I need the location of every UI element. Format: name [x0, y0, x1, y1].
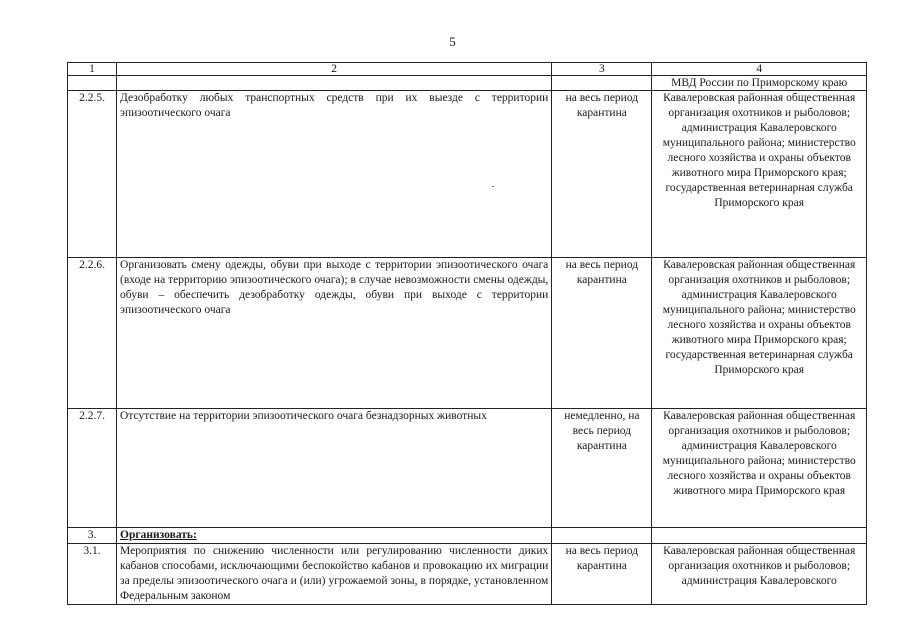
table-row	[68, 91, 867, 258]
column-number-4: 4	[652, 63, 867, 76]
scan-speck	[492, 186, 494, 187]
continued-row	[68, 76, 867, 91]
item-number: 2.2.6.	[68, 258, 117, 409]
column-number-3: 3	[552, 63, 652, 76]
table-row	[68, 544, 867, 605]
section-number: 3.	[68, 528, 117, 544]
action-cell: Мероприятия по снижению численности или регулированию численности диких кабанов способами, исключающими беспокойство кабанов и провокацию их миграции за пределы эпизоотического очага и (или) угрожаемой зоны, в порядке, установленном Федеральным законом	[117, 544, 552, 605]
item-number: 3.1.	[68, 544, 117, 605]
table-row	[68, 409, 867, 528]
column-number-1: 1	[68, 63, 117, 76]
item-number: 2.2.5.	[68, 91, 117, 258]
section-row	[68, 528, 867, 544]
action-cell: Дезобработку любых транспортных средств при их выезде с территории эпизоотического очага	[117, 91, 552, 258]
responsible-cell: Кавалеровская районная общественная организация охотников и рыболовов; администрация Кавалеровского муниципального района; министерство лесного хозяйства и охраны объектов животного мира Приморского края	[652, 409, 867, 528]
term-cell: на весь период карантина	[552, 544, 652, 605]
responsible-cell: Кавалеровская районная общественная организация охотников и рыболовов; администрация Кавалеровского муниципального района; министерство лесного хозяйства и охраны объектов животного мира Приморского края; государственная ветеринарная служба Приморского края	[652, 258, 867, 409]
measures-table	[67, 62, 867, 605]
section-title: Организовать:	[120, 529, 197, 541]
term-cell: на весь период карантина	[552, 258, 652, 409]
term-cell: на весь период карантина	[552, 91, 652, 258]
responsible-cell: Кавалеровская районная общественная организация охотников и рыболовов; администрация Кавалеровского муниципального района; министерство лесного хозяйства и охраны объектов животного мира Приморского края; государственная ветеринарная служба Приморского края	[652, 91, 867, 258]
page-number: 5	[449, 34, 456, 49]
responsible-cell: Кавалеровская районная общественная организация охотников и рыболовов; администрация Кавалеровского	[652, 544, 867, 605]
action-cell: Отсутствие на территории эпизоотического очага безнадзорных животных	[117, 409, 552, 528]
column-number-row	[68, 63, 867, 76]
responsible-cell: МВД России по Приморскому краю	[652, 76, 867, 91]
term-cell: немедленно, на весь период карантина	[552, 409, 652, 528]
action-cell: Организовать смену одежды, обуви при выходе с территории эпизоотического очага (входе на территорию эпизоотического очага); в случае невозможности смены одежды, обуви – обеспечить дезобработку одежды, обуви при выходе с территории эпизоотического очага	[117, 258, 552, 409]
table-row	[68, 258, 867, 409]
column-number-2: 2	[117, 63, 552, 76]
item-number: 2.2.7.	[68, 409, 117, 528]
